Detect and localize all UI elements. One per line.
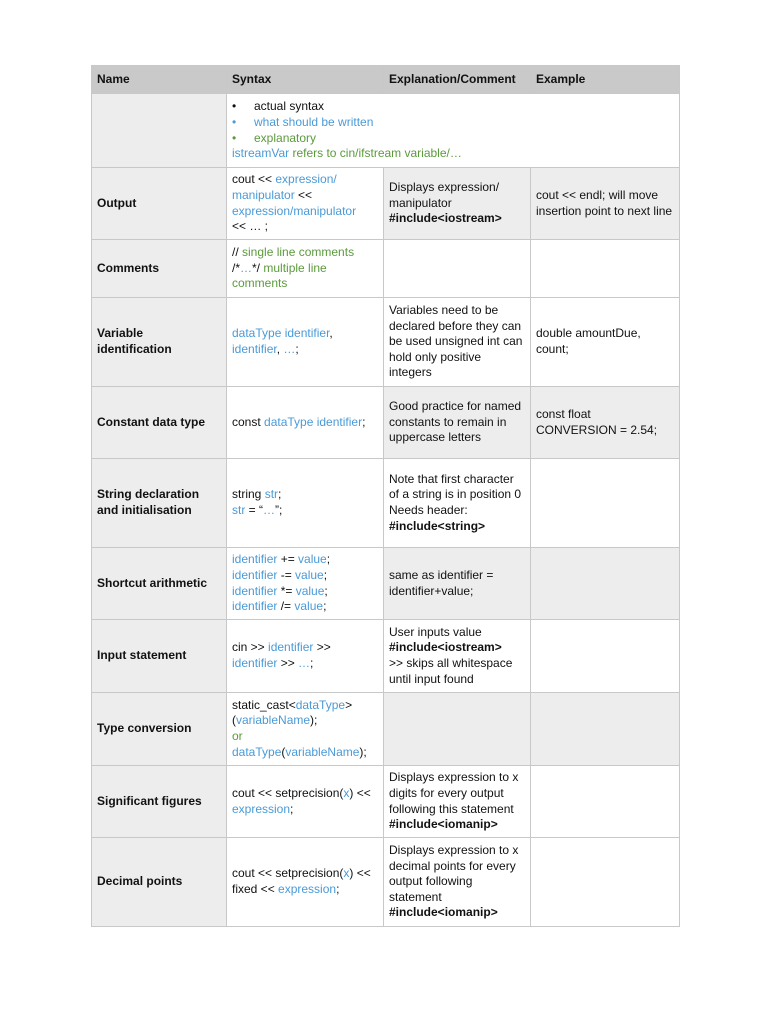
exp-text: Note that first character of a string is in position 0: [389, 471, 522, 502]
explanation-cell: Variables need to be declared before they can be used unsigned int can hold only positive integers: [384, 298, 531, 387]
syntax-cell: [227, 693, 384, 766]
example-cell: [531, 620, 680, 693]
example-cell: [531, 548, 680, 620]
explanation-cell: [384, 693, 531, 766]
header-syntax: Syntax: [227, 66, 384, 94]
syn-placeholder: identifier: [232, 342, 277, 356]
syn-text: );: [310, 713, 318, 728]
syn-placeholder: value: [295, 583, 325, 598]
row-name: Type conversion: [92, 693, 227, 766]
syn-placeholder: identifier: [232, 656, 278, 670]
syn-placeholder: str: [264, 487, 279, 502]
row-name: Constant data type: [92, 387, 227, 459]
syn-placeholder: dataType: [232, 744, 282, 759]
header-example: Example: [531, 66, 680, 94]
syn-text: ;: [278, 487, 282, 502]
syn-text: (: [281, 744, 286, 759]
syn-text: //: [232, 245, 243, 260]
explanation-cell: [384, 838, 531, 927]
syn-text: ) <<: [349, 866, 371, 881]
syn-placeholder: expression/ manipulator: [232, 172, 337, 202]
example-cell: const float CONVERSION = 2.54;: [531, 387, 680, 459]
syn-text: <<: [294, 187, 313, 202]
row-name: Decimal points: [92, 838, 227, 927]
exp-text: Needs header:: [389, 503, 468, 517]
syn-text: *=: [277, 583, 296, 598]
syn-text: ,: [276, 342, 284, 356]
explanation-cell: [384, 766, 531, 838]
syn-placeholder: …: [263, 503, 276, 517]
table-row-string: [92, 459, 680, 548]
explanation-cell: [384, 620, 531, 693]
explanation-cell: [384, 459, 531, 548]
syn-placeholder: value: [294, 599, 324, 614]
header-explanation: Explanation/Comment: [384, 66, 531, 94]
exp-header: #include<iostream>: [389, 640, 502, 655]
syn-text: const: [232, 414, 265, 429]
syn-text: >: [345, 697, 353, 712]
syn-text: string: [232, 487, 265, 502]
syn-text: /*: [232, 260, 241, 275]
syn-placeholder: dataType: [295, 697, 346, 712]
syntax-cell: [227, 387, 384, 459]
syn-placeholder: dataType identifier: [264, 414, 363, 429]
syn-placeholder: identifier: [232, 599, 278, 614]
syn-text: );: [359, 744, 367, 759]
syn-text: (: [232, 713, 236, 728]
syn-text: ;: [295, 342, 299, 356]
example-cell: [531, 459, 680, 548]
cpp-syntax-table: [91, 65, 680, 927]
syn-text: ) <<: [349, 785, 371, 800]
syn-text: ;: [324, 583, 328, 598]
header-row: [92, 66, 680, 94]
syn-placeholder: dataType identifier: [232, 326, 330, 341]
table-row-variable: [92, 298, 680, 387]
syn-placeholder: value: [298, 552, 327, 567]
syn-text: ;: [323, 599, 327, 614]
exp-text: Displays expression to x decimal points for every output following statement: [389, 843, 519, 904]
syn-explanatory: multiple line comments: [232, 260, 327, 291]
table-row-constant: [92, 387, 680, 459]
syn-placeholder: identifier: [232, 552, 278, 567]
syn-text: cout << setprecision(: [232, 785, 344, 800]
syn-placeholder: …: [240, 260, 253, 275]
syn-text: +=: [277, 552, 299, 567]
bullet-icon: •: [232, 114, 237, 129]
syn-text: = “: [245, 503, 264, 517]
example-cell: [531, 838, 680, 927]
syntax-cell: [227, 168, 384, 240]
syntax-cell: [227, 240, 384, 298]
syn-line: [232, 552, 378, 568]
syn-text: fixed <<: [232, 882, 279, 896]
syn-placeholder: value: [295, 567, 324, 582]
bullet-icon: •: [232, 99, 237, 114]
syn-placeholder: identifier: [268, 640, 314, 655]
syn-text: ,: [329, 326, 333, 341]
syn-placeholder: expression: [232, 801, 291, 816]
syn-placeholder: variableName: [236, 713, 311, 728]
syn-text: >>: [277, 656, 299, 670]
table-row-shortcut: [92, 548, 680, 620]
syn-text: ;: [290, 801, 294, 816]
bullet-icon: •: [232, 130, 237, 145]
example-cell: [531, 766, 680, 838]
legend-cell: [227, 94, 680, 168]
row-name: Variable identification: [92, 298, 227, 387]
row-name: Comments: [92, 240, 227, 298]
exp-header: #include<iomanip>: [389, 817, 498, 832]
syn-line: [232, 599, 378, 615]
syntax-cell: [227, 620, 384, 693]
legend-note-var: istreamVar: [232, 146, 290, 161]
syn-line: [232, 584, 378, 600]
legend-actual-syntax: actual syntax: [254, 99, 325, 114]
syntax-cell: [227, 298, 384, 387]
syn-placeholder: expression/manipulator: [232, 203, 357, 218]
example-cell: double amountDue, count;: [531, 298, 680, 387]
syn-text: */: [252, 260, 264, 275]
explanation-cell: Good practice for named constants to remain in uppercase letters: [384, 387, 531, 459]
exp-text: Displays expression/ manipulator: [389, 180, 500, 210]
syn-text: static_cast<: [232, 697, 296, 712]
syn-text: << … ;: [232, 219, 269, 234]
explanation-cell: [384, 168, 531, 240]
syn-text: >>: [313, 640, 331, 655]
row-name: Significant figures: [92, 766, 227, 838]
row-name: Input statement: [92, 620, 227, 693]
syn-text: ;: [326, 552, 331, 567]
syn-placeholder: expression: [278, 882, 337, 896]
table-row-typeconv: [92, 693, 680, 766]
legend-note-text: refers to cin/ifstream variable/…: [289, 146, 462, 161]
legend-row: [92, 94, 680, 168]
legend-line-written: [232, 115, 674, 131]
syn-text: -=: [277, 567, 296, 582]
syn-text: cin >>: [232, 640, 269, 655]
syn-text: cout << setprecision(: [232, 866, 344, 881]
exp-header: #include<string>: [389, 518, 486, 533]
row-name: Shortcut arithmetic: [92, 548, 227, 620]
syn-text: /=: [277, 599, 295, 614]
legend-explanatory: explanatory: [254, 130, 317, 145]
syn-placeholder: identifier: [232, 567, 278, 582]
syn-explanatory: single line comments: [242, 245, 355, 260]
syn-text: ;: [310, 656, 314, 670]
table-row-sigfig: [92, 766, 680, 838]
syn-text: cout <<: [232, 172, 276, 187]
explanation-cell: same as identifier = identifier+value;: [384, 548, 531, 620]
legend-line-explanatory: [232, 131, 674, 147]
syn-placeholder: x: [343, 866, 350, 881]
syntax-cell: [227, 838, 384, 927]
syntax-cell: [227, 548, 384, 620]
row-name: String declaration and initialisation: [92, 459, 227, 548]
syn-placeholder: …: [298, 656, 311, 670]
exp-text: >> skips all whitespace until input found: [389, 656, 513, 686]
row-name: Output: [92, 168, 227, 240]
syntax-cell: [227, 459, 384, 548]
syn-placeholder: x: [343, 785, 350, 800]
legend-name-cell: [92, 94, 227, 168]
header-name: Name: [92, 66, 227, 94]
exp-text: Displays expression to x digits for every output following this statement: [389, 770, 519, 816]
syntax-cell: [227, 766, 384, 838]
syn-placeholder: identifier: [232, 583, 278, 598]
syn-placeholder: …: [283, 342, 296, 356]
table-row-input: [92, 620, 680, 693]
legend-what-written: what should be written: [254, 114, 374, 129]
exp-header: #include<iomanip>: [389, 905, 498, 920]
syn-text: ;: [362, 414, 366, 429]
syn-line: [232, 568, 378, 584]
exp-header: #include<iostream>: [389, 211, 502, 226]
syn-text: ;: [323, 567, 328, 582]
exp-text: User inputs value: [389, 624, 482, 639]
syn-placeholder: str: [232, 503, 246, 517]
example-cell: [531, 240, 680, 298]
syn-explanatory: or: [232, 729, 243, 743]
table-row-decimal: [92, 838, 680, 927]
table-row-comments: [92, 240, 680, 298]
explanation-cell: [384, 240, 531, 298]
example-cell: cout << endl; will move insertion point to next line: [531, 168, 680, 240]
table-row-output: [92, 168, 680, 240]
legend-note: [232, 146, 674, 162]
example-cell: [531, 693, 680, 766]
syn-text: ;: [336, 882, 340, 896]
syn-placeholder: variableName: [285, 744, 360, 759]
legend-line-syntax: [232, 99, 674, 115]
syn-text: ”;: [275, 503, 283, 517]
